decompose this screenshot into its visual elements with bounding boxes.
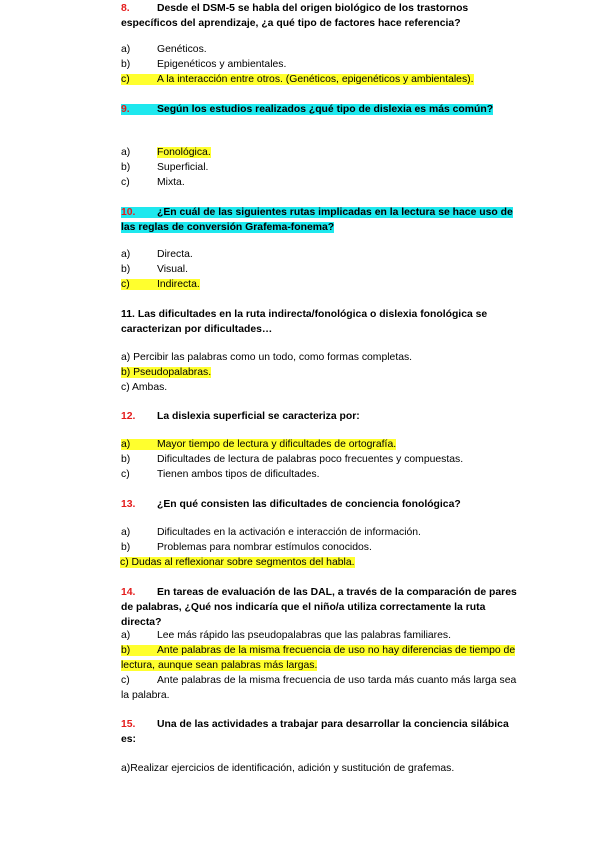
question-text: Desde el DSM-5 se habla del origen biológico de los trastornos específicos del aprendizaje, ¿a qué tipo de factores hace referencia? (121, 3, 469, 29)
option-a: a) Genéticos. (121, 44, 207, 55)
question-text: Una de las actividades a trabajar para desarrollar la conciencia silábica es: (121, 719, 509, 745)
option-b: b) Superficial. (121, 162, 209, 173)
question-number: 12. (121, 411, 136, 422)
option-a: a) Directa. (121, 249, 193, 260)
option-a: a) Percibir las palabras como un todo, como formas completas. (121, 352, 413, 363)
question-text: Según los estudios realizados ¿qué tipo de dislexia es más común? (157, 104, 494, 115)
question-text: ¿En cuál de las siguientes rutas implicadas en la lectura se hace uso de las reglas de conversión Grafema-fonema? (121, 207, 513, 233)
question-14 (121, 585, 521, 630)
option-c: c) Ambas. (121, 382, 168, 393)
question-number: 15. (121, 719, 136, 730)
question-13 (121, 497, 521, 512)
question-number: 10. (121, 207, 136, 218)
option-c: c) Ante palabras de la misma frecuencia de uso tarda más cuanto más larga sea la palabra. (121, 675, 517, 701)
option-c-highlighted: c) Dudas al reflexionar sobre segmentos del habla. (120, 557, 355, 568)
question-number: 9. (121, 104, 130, 115)
question-15 (121, 717, 521, 747)
option-a: a) Lee más rápido las pseudopalabras que las palabras familiares. (121, 630, 451, 641)
question-number: 14. (121, 587, 136, 598)
question-10 (121, 205, 521, 235)
option-b: b) Problemas para nombrar estímulos conocidos. (121, 542, 372, 553)
option-c-highlighted: c) Indirecta. (121, 279, 200, 290)
option-a: a) Dificultades en la activación e interacción de información. (121, 527, 421, 538)
question-11 (121, 307, 521, 337)
option-b: b) Epigenéticos y ambientales. (121, 59, 287, 70)
option-b: b) Visual. (121, 264, 188, 275)
question-8 (121, 1, 521, 31)
option-c-highlighted: c) A la interacción entre otros. (Genéticos, epigenéticos y ambientales). (121, 74, 474, 85)
option-b-highlighted: b) Pseudopalabras. (121, 367, 212, 378)
option-a-highlighted: a) Mayor tiempo de lectura y dificultades de ortografía. (121, 439, 397, 450)
option-b-highlighted: b) Ante palabras de la misma frecuencia de uso no hay diferencias de tiempo de lectura, aunque sean palabras más largas. (121, 645, 516, 671)
question-number: 8. (121, 3, 130, 14)
question-text: ¿En qué consisten las dificultades de conciencia fonológica? (157, 499, 461, 510)
question-9 (121, 102, 521, 117)
option-a-highlighted: a) Fonológica. (121, 147, 211, 158)
option-b: b) Dificultades de lectura de palabras poco frecuentes y compuestas. (121, 454, 464, 465)
question-text: La dislexia superficial se caracteriza por: (157, 411, 360, 422)
option-c: c) Tienen ambos tipos de dificultades. (121, 469, 320, 480)
question-12 (121, 409, 521, 424)
question-number: 13. (121, 499, 136, 510)
question-number: 11. (121, 309, 135, 320)
option-a: a)Realizar ejercicios de identificación, adición y sustitución de grafemas. (121, 763, 455, 774)
question-text: Las dificultades en la ruta indirecta/fonológica o dislexia fonológica se caracterizan por dificultades… (121, 309, 488, 335)
question-text: En tareas de evaluación de las DAL, a través de la comparación de pares de palabras, ¿Qué nos indicaría que el niño/a utiliza correctamente la ruta directa? (121, 587, 517, 628)
option-c: c) Mixta. (121, 177, 185, 188)
